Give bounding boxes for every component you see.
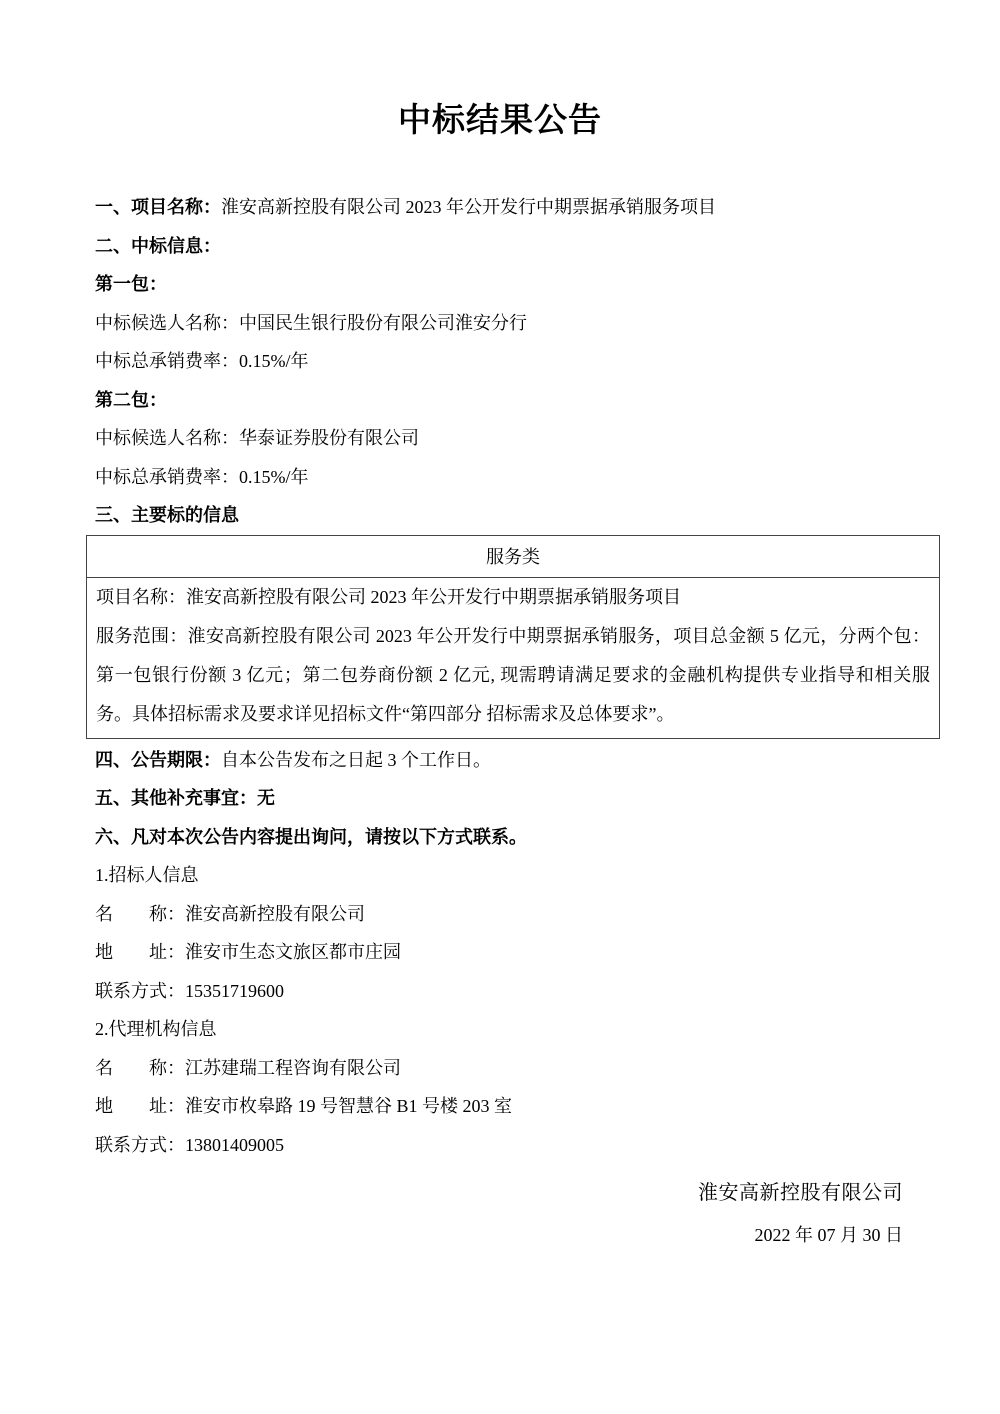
- tenderer-address: [95, 933, 940, 972]
- paragraph-text: 中标候选人名称：中国民生银行股份有限公司淮安分行: [95, 312, 527, 333]
- tenderer-contact: [95, 972, 940, 1011]
- paragraph-package-2-candidate: [95, 419, 940, 458]
- paragraph-text: 名 称：淮安高新控股有限公司: [95, 903, 365, 924]
- paragraph-text: 自本公告发布之日起 3 个工作日。: [221, 749, 491, 770]
- paragraph-text: 地 址：淮安市枚皋路 19 号智慧谷 B1 号楼 203 室: [95, 1096, 513, 1116]
- paragraph-label: 一、项目名称：: [95, 197, 221, 217]
- table-header-service-category: 服务类: [87, 535, 940, 577]
- signature-block: [0, 1172, 1000, 1256]
- paragraph-package-1-rate: [95, 342, 940, 381]
- paragraph-label: 第二包：: [95, 389, 167, 410]
- paragraph-label: 三、主要标的信息: [95, 505, 239, 525]
- signature-date: 2022 年 07 月 30 日: [754, 1225, 903, 1245]
- subject-info-table: [86, 535, 940, 739]
- paragraph-tenderer-info-heading: [95, 856, 940, 895]
- paragraph-label: 四、公告期限：: [95, 749, 221, 770]
- agency-name: [95, 1049, 940, 1088]
- paragraph-label: 第一包：: [95, 274, 167, 294]
- paragraph-package-1-candidate: [95, 304, 940, 343]
- paragraph-package-2-heading: [95, 381, 940, 420]
- signature-company: 淮安高新控股有限公司: [698, 1182, 903, 1204]
- paragraph-text: 地 址：淮安市生态文旅区都市庄园: [95, 942, 401, 962]
- paragraph-other-matters: [95, 779, 940, 818]
- table-header-row: [87, 535, 940, 577]
- paragraph-label: 六、凡对本次公告内容提出询问，请按以下方式联系。: [95, 826, 527, 847]
- paragraph-announcement-period: [95, 741, 940, 780]
- bid-info-section: [0, 188, 1000, 535]
- paragraph-package-1-heading: [95, 265, 940, 304]
- table-cell-project-details: [87, 577, 940, 738]
- paragraph-text: 2.代理机构信息: [95, 1019, 217, 1039]
- table-body-row: [87, 577, 940, 738]
- paragraph-text: 中标总承销费率：0.15%/年: [95, 466, 309, 487]
- paragraph-text: 1.招标人信息: [95, 865, 199, 885]
- paragraph-label: 二、中标信息：: [95, 235, 221, 256]
- tenderer-name: [95, 895, 940, 934]
- paragraph-agency-info-heading: [95, 1010, 940, 1049]
- paragraph-label: 五、其他补充事宜：无: [95, 788, 275, 808]
- table-service-scope: 服务范围：淮安高新控股有限公司 2023 年公开发行中期票据承销服务，项目总金额 5 亿元，分两个包：第一包银行份额 3 亿元；第二包券商份额 2 亿元, 现需聘请满足要求的金融机构提供专业指导和相关服务。具体招标需求及要求详见招标文件“第四部分 招标需求及总体要求”。: [96, 625, 930, 724]
- document-title: 中标结果公告: [398, 103, 602, 139]
- paragraph-subject-info-heading: [95, 496, 940, 535]
- contact-section: [0, 741, 1000, 1165]
- paragraph-text: 名 称：江苏建瑞工程咨询有限公司: [95, 1057, 401, 1078]
- paragraph-project-name: [95, 188, 940, 227]
- paragraph-text: 淮安高新控股有限公司 2023 年公开发行中期票据承销服务项目: [221, 197, 716, 217]
- paragraph-bid-info-heading: [95, 227, 940, 266]
- table-project-name: 项目名称：淮安高新控股有限公司 2023 年公开发行中期票据承销服务项目: [96, 586, 681, 607]
- paragraph-contact-heading: [95, 818, 940, 857]
- paragraph-text: 中标候选人名称：华泰证券股份有限公司: [95, 428, 419, 448]
- agency-contact: [95, 1126, 940, 1165]
- paragraph-text: 联系方式：13801409005: [95, 1134, 284, 1155]
- paragraph-text: 联系方式：15351719600: [95, 980, 284, 1001]
- paragraph-text: 中标总承销费率：0.15%/年: [95, 351, 309, 371]
- paragraph-package-2-rate: [95, 458, 940, 497]
- agency-address: [95, 1087, 940, 1126]
